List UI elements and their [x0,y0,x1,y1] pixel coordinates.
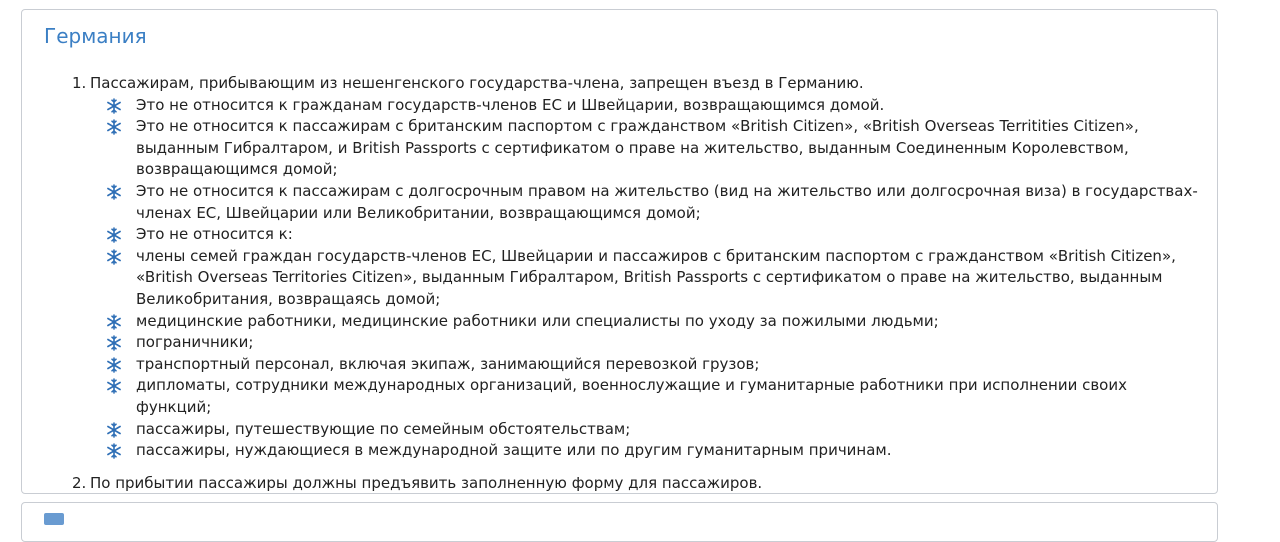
sub-item-text: пограничники; [136,333,254,352]
snowflake-icon [106,224,136,243]
snowflake-icon [106,181,136,200]
list-item [106,116,1202,181]
next-country-card[interactable] [21,502,1218,542]
sub-list [72,95,1202,462]
list-item [106,375,1202,418]
list-item [106,224,1202,246]
sub-item-text: транспортный персонал, включая экипаж, занимающийся перевозкой грузов; [136,354,760,373]
snowflake-icon [106,354,136,373]
list-item [106,246,1202,311]
list-item [106,419,1202,441]
sub-item-text: члены семей граждан государств-членов ЕС, Швейцарии и пассажиров с британским паспортом с гражданством «British Citizen», «British Overseas Territories Citizen», выданным Гибралтаром, British Passports с сертификатом о праве на жительство, выданным Великобритания, возвращаясь домой; [136,246,1176,308]
item-number: 1. [72,74,87,92]
snowflake-icon [106,246,136,265]
sub-item-text: Это не относится к гражданам государств-членов ЕС и Швейцарии, возвращающимся домой. [136,95,885,114]
item-number: 2. [72,473,87,492]
list-item [106,311,1202,333]
snowflake-icon [106,95,136,114]
snowflake-icon [106,440,136,459]
list-item [106,332,1202,354]
snowflake-icon [106,332,136,351]
numbered-item-1 [72,73,1202,95]
next-card-title-fragment [44,513,64,525]
sub-item-text: Это не относится к: [136,225,293,244]
item-text: По прибытии пассажиры должны предъявить заполненную форму для пассажиров. [90,473,763,492]
list-item [106,440,1202,462]
list-item [106,354,1202,376]
sub-item-text: пассажиры, путешествующие по семейным обстоятельствам; [136,419,631,438]
sub-item-text: Это не относится к пассажирам с британским паспортом с гражданством «British Citizen», «British Overseas Territities Citizen», выданным Гибралтаром, и British Passports с сертификатом о праве на жительство, выданным Соединенным Королевством, возвращающимся домой; [136,117,1139,179]
snowflake-icon [106,419,136,438]
snowflake-icon [106,116,136,135]
sub-item-text: медицинские работники, медицинские работники или специалисты по уходу за пожилыми людьми; [136,311,939,330]
snowflake-icon [106,311,136,330]
list-item [106,181,1202,224]
numbered-item-2 [72,473,1202,495]
list-item [106,95,1202,117]
item-text: Пассажирам, прибывающим из нешенгенского государства-члена, запрещен въезд в Германию. [90,74,864,92]
snowflake-icon [106,375,136,394]
sub-item-text: дипломаты, сотрудники международных организаций, военнослужащие и гуманитарные работники при исполнении своих функций; [136,376,1127,416]
card-content [72,73,1202,494]
card-title[interactable]: Германия [44,24,147,48]
sub-item-text: Это не относится к пассажирам с долгосрочным правом на жительство (вид на жительство или долгосрочная виза) в государствах-членах ЕС, Швейцарии или Великобритании, возвращающимся домой; [136,181,1198,222]
sub-item-text: пассажиры, нуждающиеся в международной защите или по другим гуманитарным причинам. [136,441,892,460]
country-card-germany [21,9,1218,494]
